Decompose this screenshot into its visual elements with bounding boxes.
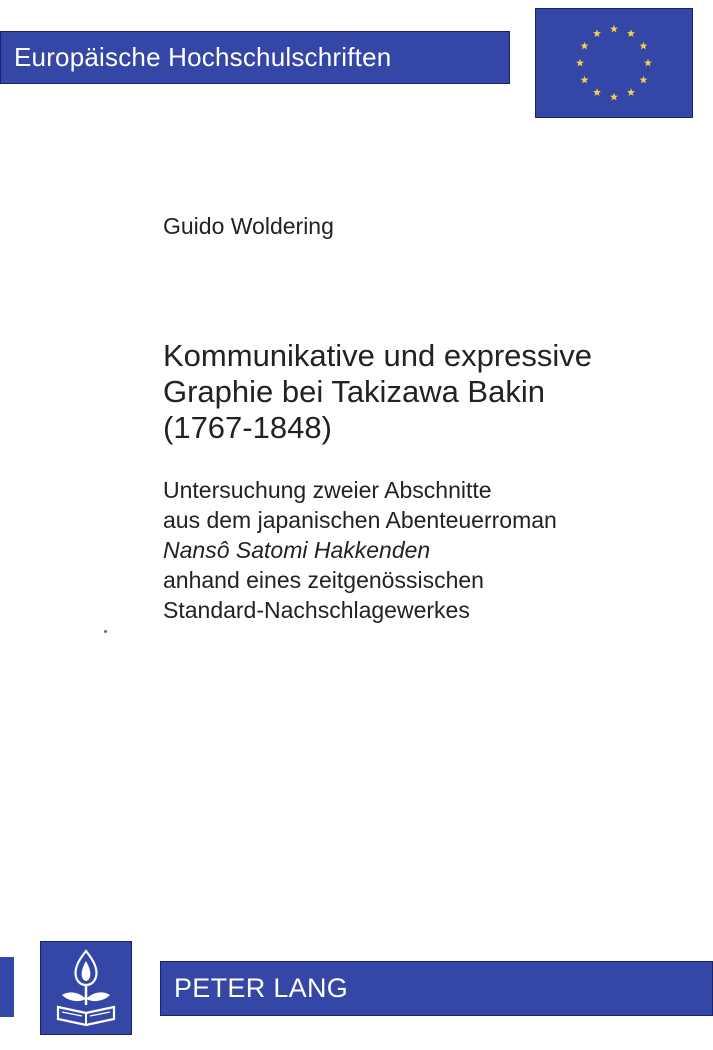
flag-star-icon <box>593 88 601 96</box>
flag-star-icon <box>627 88 635 96</box>
eu-stars-flag-icon <box>535 8 693 118</box>
flag-star-icon <box>639 42 647 50</box>
flag-star-icon <box>581 42 589 50</box>
flag-star-icon <box>610 25 618 33</box>
book-subtitle <box>163 475 683 625</box>
title-line: Graphie bei Takizawa Bakin <box>163 374 545 409</box>
flag-star-icon <box>644 59 652 67</box>
left-edge-strip <box>0 957 14 1017</box>
publisher-name: PETER LANG <box>174 973 349 1003</box>
series-title: Europäische Hochschulschriften <box>14 42 392 72</box>
subtitle-line: Untersuchung zweier Abschnitte <box>163 477 492 503</box>
print-speck <box>104 630 107 633</box>
flag-star-icon <box>593 29 601 37</box>
flag-star-icon <box>576 59 584 67</box>
author-name: Guido Woldering <box>163 213 334 239</box>
series-band <box>0 31 510 84</box>
publisher-band <box>160 961 713 1016</box>
peter-lang-logo-icon <box>40 941 132 1035</box>
flag-star-icon <box>610 93 618 101</box>
title-line: Kommunikative und expressive <box>163 338 593 373</box>
subtitle-line: aus dem japanischen Abenteuerroman <box>163 507 557 533</box>
flag-star-icon <box>581 76 589 84</box>
flag-star-icon <box>627 29 635 37</box>
subtitle-line: anhand eines zeitgenössischen <box>163 567 484 593</box>
title-line: (1767-1848) <box>163 410 332 445</box>
subtitle-line: Standard-Nachschlagewerkes <box>163 597 470 623</box>
subtitle-work-title: Nansô Satomi Hakkenden <box>163 537 431 563</box>
book-title <box>163 338 683 446</box>
flag-star-icon <box>639 76 647 84</box>
